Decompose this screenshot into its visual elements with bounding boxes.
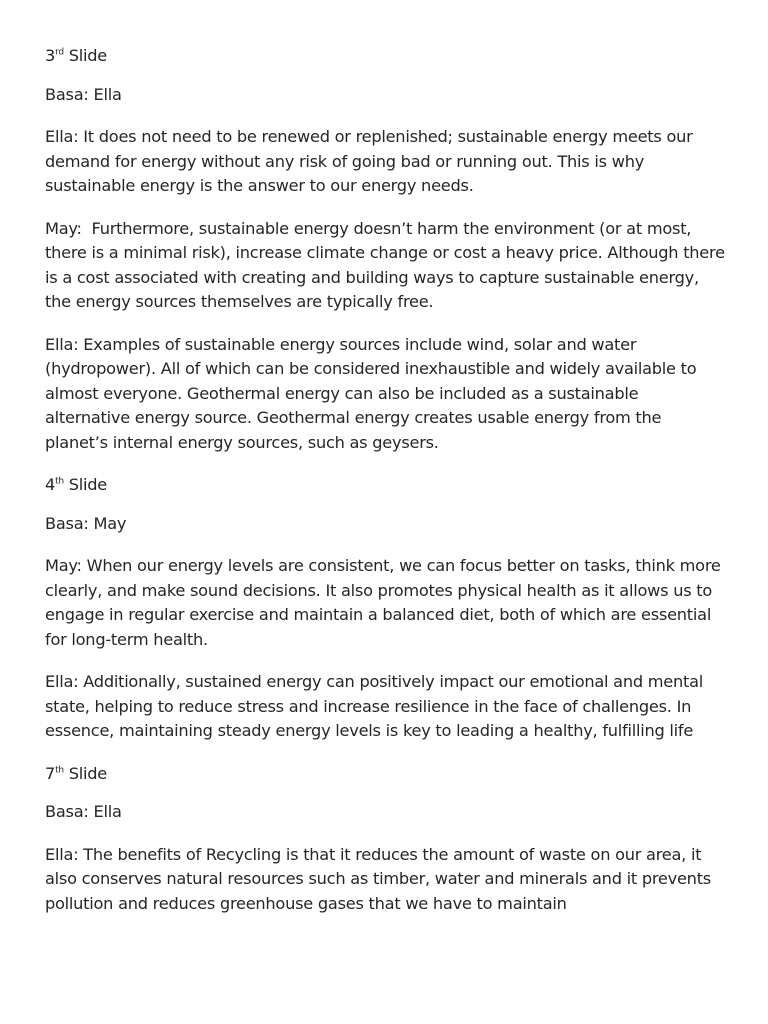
slide-number: 3 [45,46,56,65]
slide-number: 4 [45,475,56,494]
slide-heading [45,473,728,498]
basa-line: Basa: May [45,513,127,533]
slide-ordinal: th [55,765,64,776]
speaker-name: Ella: [45,844,79,864]
slide-ordinal: rd [55,47,64,58]
speaker-name: May: [45,556,82,575]
slide-heading [45,762,728,787]
dialogue-paragraph [45,843,728,917]
dialogue-text: Furthermore, sustainable energy doesn’t harm the environment (or at most, there is a minimal risk), increase climate change or cost a heavy price. Although there is a cost associated with creating and building ways to capture sustainable energy, the energy sources themselves are typically free. [45,218,730,311]
dialogue-text: It does not need to be renewed or replenished; sustainable energy meets our demand for energy without any risk of going bad or running out. This is why sustainable energy is the answer to our energy needs. [45,127,693,195]
dialogue-paragraph [45,554,728,652]
dialogue-paragraph [45,670,728,744]
slide-word: Slide [68,46,107,65]
slide-word: Slide [68,475,107,494]
dialogue-text: Examples of sustainable energy sources include wind, solar and water (hydropower). All of which can be considered inexhaustible and widely available to almost everyone. Geothermal energy can also be included as a sustainable alternative energy source. Geothermal energy creates usable energy from the planet’s internal energy sources, such as geysers. [45,334,697,452]
dialogue-paragraph [45,333,728,456]
dialogue-text: The benefits of Recycling is that it reduces the amount of waste on our area, it also conserves natural resources such as timber, water and minerals and it prevents pollution and reduces greenhouse gases that we have to maintain [45,844,711,913]
slide-number: 7 [45,763,56,783]
basa-line: Basa: Ella [45,84,122,104]
slide-heading [45,44,728,69]
speaker-name: May: [45,218,82,238]
basa-line: Basa: Ella [45,802,122,821]
dialogue-text: When our energy levels are consistent, we can focus better on tasks, think more clearly, and make sound decisions. It also promotes physical health as it allows us to engage in regular exercise and maintain a balanced diet, both of which are essential for long-term health. [45,556,721,649]
dialogue-paragraph [45,217,728,315]
speaker-name: Ella: [45,334,79,354]
slide-word: Slide [68,763,107,783]
dialogue-text: Additionally, sustained energy can positively impact our emotional and mental state, helping to reduce stress and increase resilience in the face of challenges. In essence, maintaining steady energy levels is key to leading a healthy, fulfilling life [45,672,704,740]
speaker-name: Ella: [45,672,79,691]
speaker-name: Ella: [45,127,79,146]
slide-ordinal: th [55,476,64,487]
dialogue-paragraph [45,125,728,199]
